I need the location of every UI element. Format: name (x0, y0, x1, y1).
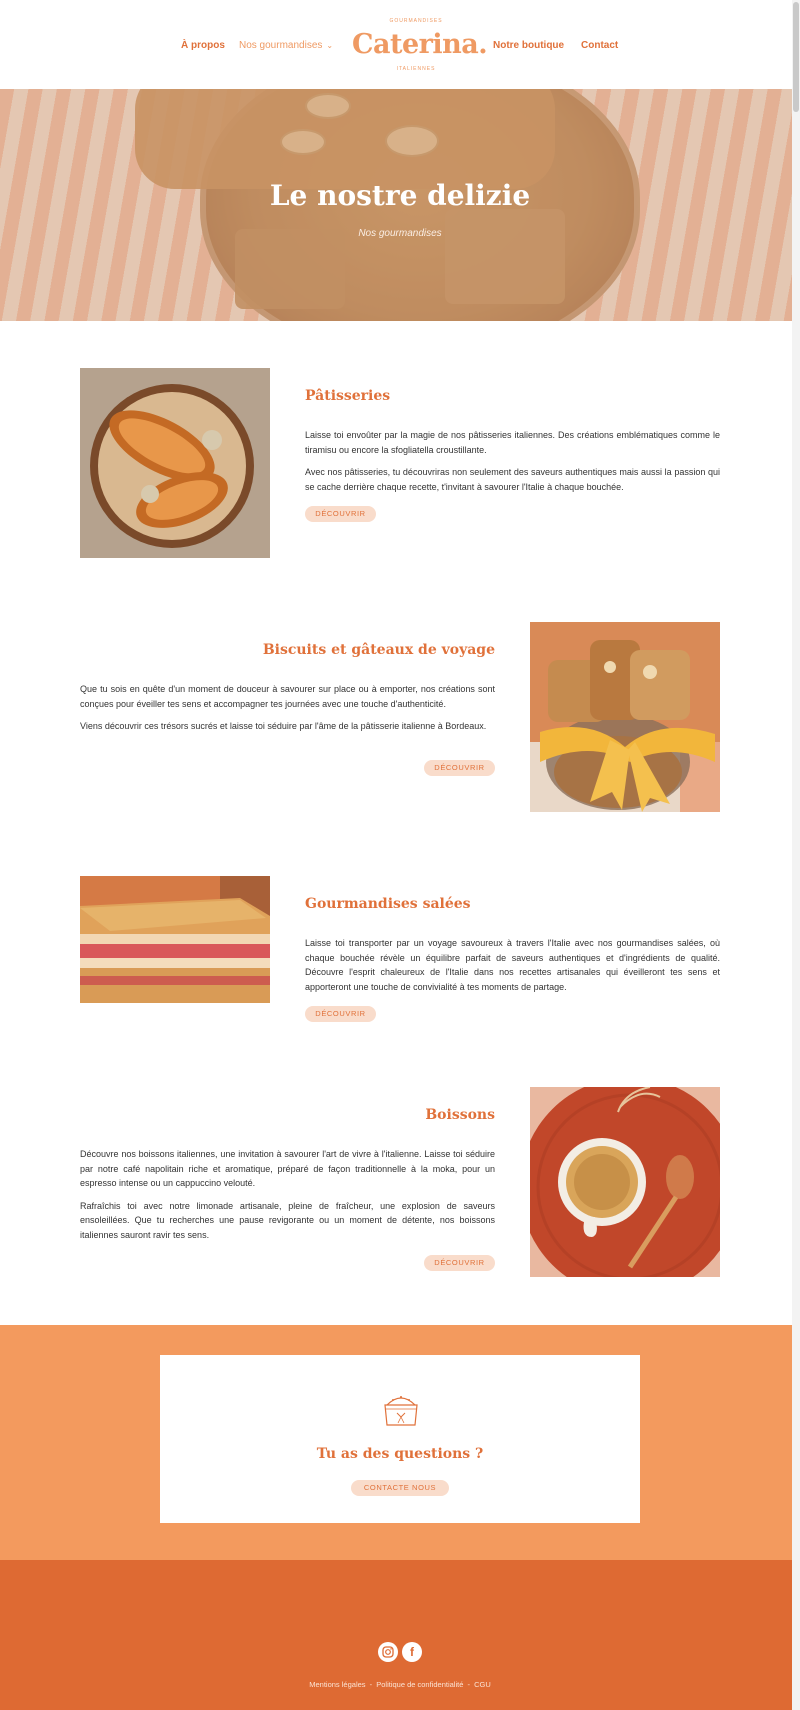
patisseries-image (80, 368, 270, 558)
section-title: Boissons (425, 1107, 495, 1123)
hero-title: Le nostre delizie (269, 179, 531, 212)
footer-link-cgu[interactable]: CGU (474, 1680, 491, 1689)
contact-title: Tu as des questions ? (316, 1446, 484, 1462)
footer-link-mentions[interactable]: Mentions légales (309, 1680, 366, 1689)
instagram-icon[interactable] (378, 1642, 398, 1662)
section-paragraph: Laisse toi transporter par un voyage savoureux à travers l'Italie avec nos gourmandises salées, où chaque bouchée révèle un équilibre parfait de saveurs authentiques et d'ingrédients de qualité. Découvre l'esprit chaleureux de l'Italie dans nos recettes artisanales qui éveilleront tes sens et apporteront une touche de convivialité à tes moments de partage. (305, 938, 720, 992)
nav-contact[interactable]: Contact (581, 40, 619, 51)
nav-notre-boutique[interactable]: Notre boutique (493, 40, 565, 51)
footer-links (0, 1680, 800, 1689)
section-boissons (0, 1087, 800, 1277)
section-text (305, 936, 720, 994)
decouvrir-button[interactable]: DÉCOUVRIR (305, 1006, 376, 1022)
section-text (80, 1147, 495, 1242)
page-scrollbar[interactable] (792, 0, 800, 1710)
site-header (0, 0, 800, 89)
site-logo[interactable] (352, 18, 488, 76)
hero-banner (0, 89, 792, 321)
hero-subtitle: Nos gourmandises (358, 228, 442, 239)
scrollbar-thumb[interactable] (793, 2, 799, 112)
footer-separator: - (467, 1680, 470, 1689)
section-title: Biscuits et gâteaux de voyage (262, 642, 495, 658)
contacte-nous-button[interactable]: CONTACTE NOUS (351, 1480, 449, 1496)
logo-bottom-text: ITALIENNES (396, 66, 436, 72)
section-paragraph: Rafraîchis toi avec notre limonade artisanale, pleine de fraîcheur, une explosion de saveurs ensoleillées. Que tu recherches une pause revigorante ou un moment de détente, nos boissons italiennes sauront ravir tes sens. (80, 1200, 495, 1240)
gourmandises-salees-image (80, 876, 270, 1003)
logo-name: Caterina. (352, 29, 488, 60)
chevron-down-icon: ⌄ (326, 41, 334, 50)
section-paragraph: Avec nos pâtisseries, tu découvriras non seulement des saveurs authentiques mais aussi la passion qui se cache derrière chaque recette, t'invitant à savourer l'Italie à chaque bouchée. (305, 467, 720, 492)
footer-separator: - (369, 1680, 373, 1689)
decouvrir-button[interactable]: DÉCOUVRIR (424, 760, 495, 776)
boissons-image (530, 1087, 720, 1277)
section-paragraph: Laisse toi envoûter par la magie de nos pâtisseries italiennes. Des créations emblématiques comme le tiramisu ou encore la sfogliatella croustillante. (305, 430, 720, 455)
site-footer (0, 1560, 792, 1710)
section-text (305, 428, 720, 494)
section-title: Gourmandises salées (305, 896, 471, 912)
cake-icon (379, 1387, 423, 1431)
section-paragraph: Que tu sois en quête d'un moment de douceur à savourer sur place ou à emporter, nos créations sont conçues pour éveiller tes sens et accompagner tes journées avec une touche d'authenticité. (80, 684, 495, 709)
logo-top-text: GOURMANDISES (389, 18, 443, 24)
decouvrir-button[interactable]: DÉCOUVRIR (424, 1255, 495, 1271)
nav-a-propos[interactable]: À propos (181, 40, 225, 51)
footer-link-politique[interactable]: Politique de confidentialité (376, 1680, 464, 1689)
contact-card (160, 1355, 640, 1523)
nav-nos-gourmandises-label: Nos gourmandises (239, 40, 323, 51)
biscuits-image (530, 622, 720, 812)
section-text (80, 682, 495, 734)
section-paragraph: Découvre nos boissons italiennes, une invitation à savourer l'art de vivre à l'italienne. Laisse toi séduire par notre café napolitain riche et aromatique, préparé de façon traditionnelle à la moka, pour un espresso intense ou un cappuccino velouté. (80, 1149, 495, 1188)
section-gourmandises-salees (0, 876, 800, 1036)
section-title: Pâtisseries (305, 388, 391, 404)
section-patisseries (0, 368, 800, 558)
facebook-icon[interactable]: f (402, 1642, 422, 1662)
nav-nos-gourmandises[interactable] (239, 40, 333, 51)
decouvrir-button[interactable]: DÉCOUVRIR (305, 506, 376, 522)
section-paragraph: Viens découvrir ces trésors sucrés et laisse toi séduire par l'âme de la pâtisserie italienne à Bordeaux. (80, 721, 487, 731)
section-biscuits (0, 622, 800, 812)
